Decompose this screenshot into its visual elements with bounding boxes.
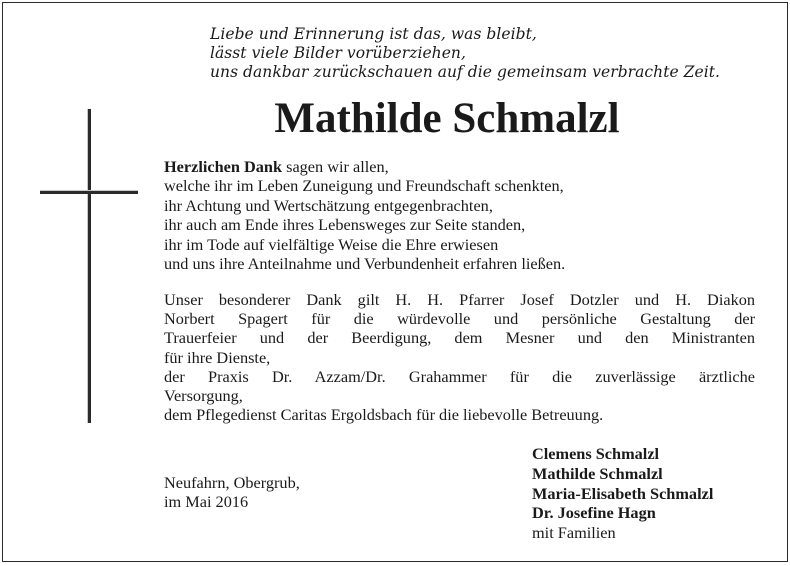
cross-horizontal-bar: [40, 190, 138, 194]
deceased-name: Mathilde Schmalzl: [274, 95, 620, 142]
date-line: im Mai 2016: [164, 492, 249, 512]
thanks-paragraph: [164, 157, 565, 273]
special-thanks-line: für ihre Dienste,: [164, 347, 271, 367]
thanks-line: und uns ihre Anteilnahme und Verbundenheit erfahren ließen.: [164, 254, 566, 274]
thanks-line: ihr im Tode auf vielfältige Weise die Ehre erwiesen: [164, 234, 499, 254]
special-thanks-line: Unser besonderer Dank gilt H. H. Pfarrer Josef Dotzler und H. Diakon: [164, 290, 755, 309]
special-thanks-paragraph: [164, 290, 755, 424]
thanks-line: ihr auch am Ende ihres Lebensweges zur Seite standen,: [164, 215, 526, 235]
signer-name: Maria-Elisabeth Schmalzl: [532, 483, 714, 503]
special-thanks-line: Versorgung,: [164, 386, 243, 406]
signer-name: Mathilde Schmalzl: [532, 463, 663, 483]
signer-name: Clemens Schmalzl: [532, 444, 660, 463]
thanks-line: welche ihr im Leben Zuneigung und Freundschaft schenkten,: [164, 176, 564, 196]
motto-line: lässt viele Bilder vorüberziehen,: [210, 44, 466, 62]
place-line: Neufahrn, Obergrub,: [164, 473, 300, 492]
obituary-notice: [2, 2, 788, 562]
family-note: mit Familien: [532, 523, 616, 543]
place-and-date: [164, 473, 300, 512]
thanks-lead-rest: sagen wir allen,: [282, 157, 389, 176]
special-thanks-line: Norbert Spagert für die würdevolle und persönliche Gestaltung der: [164, 309, 755, 329]
thanks-lead-bold: Herzlichen Dank: [164, 157, 283, 176]
thanks-line: ihr Achtung und Wertschätzung entgegenbrachten,: [164, 195, 493, 215]
signer-name: Dr. Josefine Hagn: [532, 503, 656, 523]
motto-line: Liebe und Erinnerung ist das, was bleibt,: [210, 25, 537, 43]
thanks-lead-line: [164, 157, 565, 176]
motto-line: uns dankbar zurückschauen auf die gemeinsam verbrachte Zeit.: [210, 63, 720, 81]
motto-verse: [210, 25, 720, 82]
special-thanks-line: dem Pflegedienst Caritas Ergoldsbach für die liebevolle Betreuung.: [164, 405, 604, 425]
special-thanks-line: Trauerfeier und der Beerdigung, dem Mesner und den Ministranten: [164, 328, 755, 348]
special-thanks-line: der Praxis Dr. Azzam/Dr. Grahammer für die zuverlässige ärztliche: [164, 366, 755, 386]
cross-vertical-bar: [87, 109, 91, 423]
signers-list: [532, 444, 713, 543]
